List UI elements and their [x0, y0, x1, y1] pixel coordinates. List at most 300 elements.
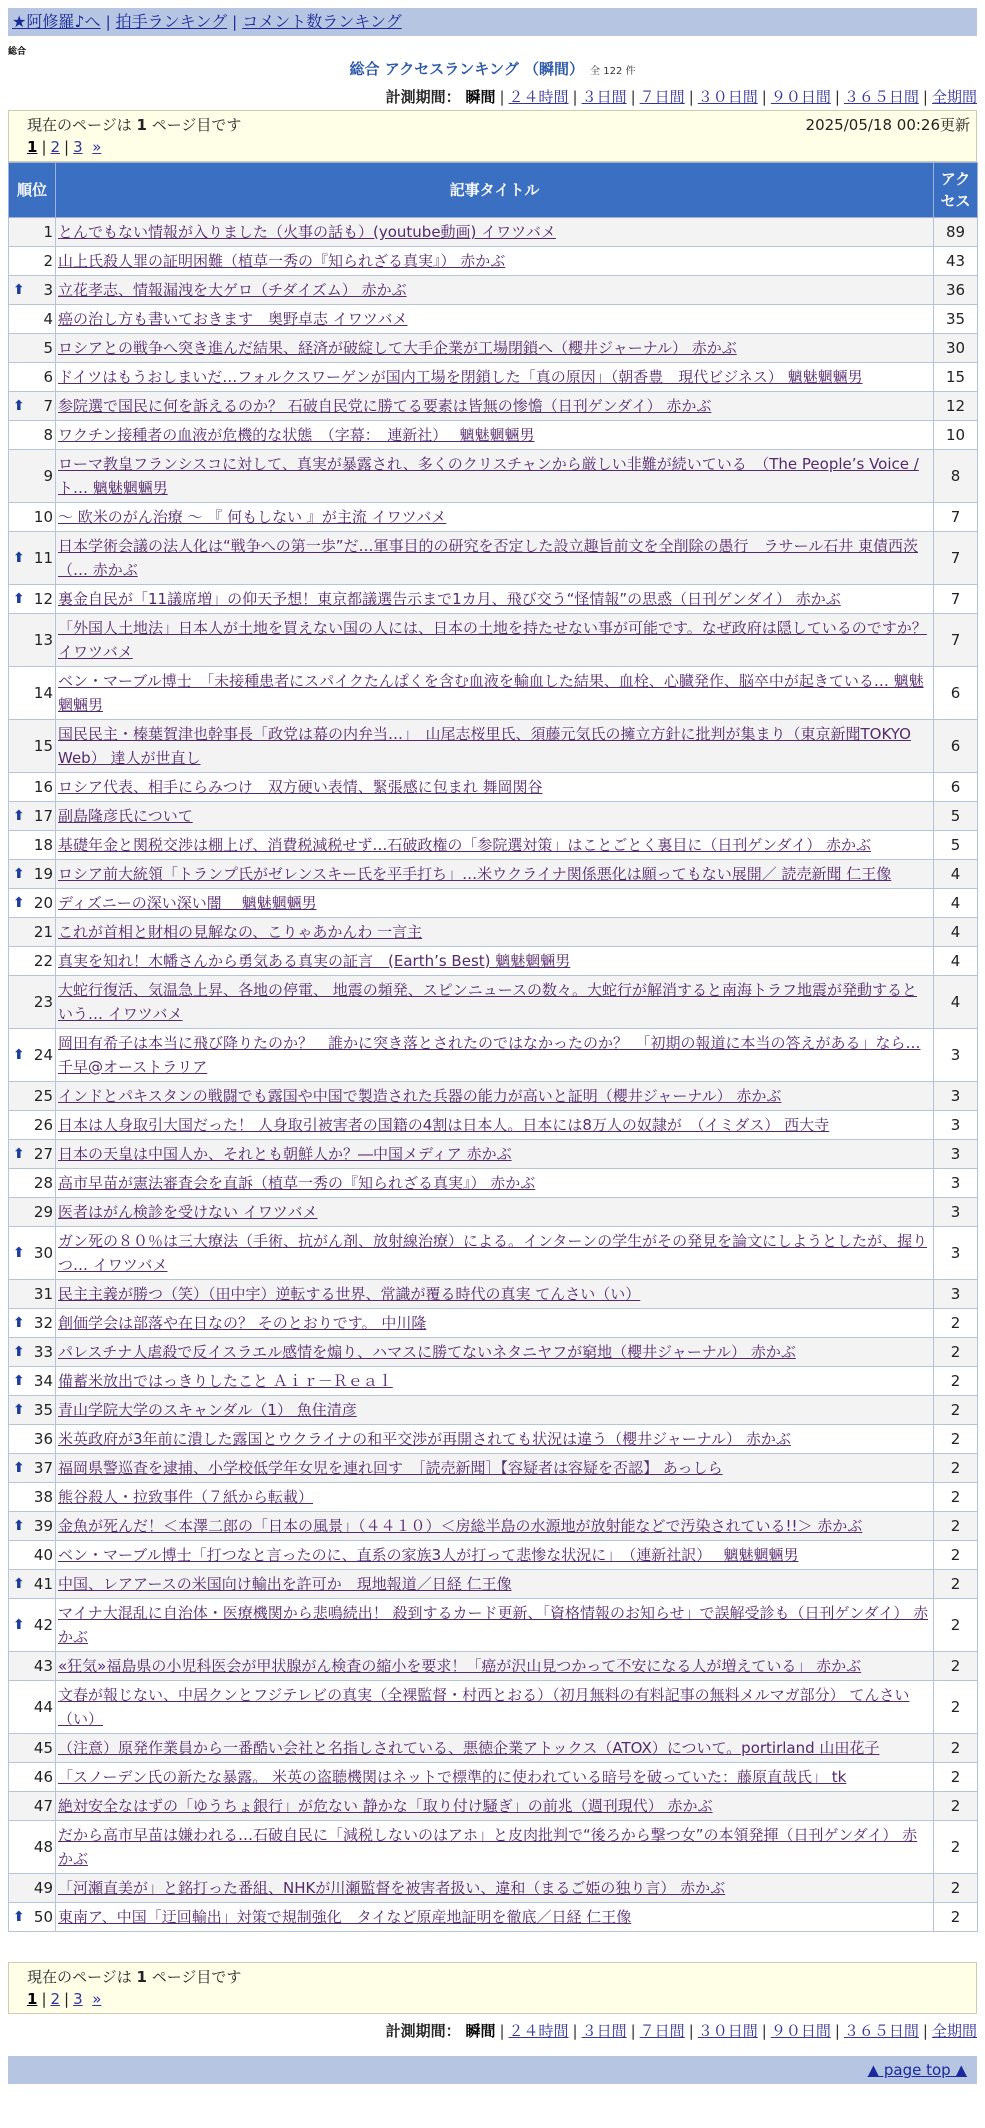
- article-link[interactable]: 絶対安全なはずの「ゆうちょ銀行」が危ない 静かな「取り付け騒ぎ」の前兆（週刊現代） 赤かぶ: [58, 1797, 713, 1815]
- article-link[interactable]: 「外国人土地法」日本人が土地を買えない国の人には、日本の土地を持たせない事が可能です。なぜ政府は隠しているのですか？ イワツバメ: [58, 619, 927, 661]
- rank-up-arrow-icon: ⬆: [13, 1909, 25, 1925]
- rank-cell: [9, 1309, 56, 1338]
- next-page-link[interactable]: »: [92, 1990, 102, 2008]
- article-link[interactable]: 熊谷殺人・拉致事件（７紙から転載）: [58, 1488, 314, 1506]
- rank-number: 26: [33, 1116, 53, 1134]
- page-current: 1: [27, 1990, 38, 2008]
- rank-number: 42: [33, 1616, 53, 1634]
- rank-cell: [9, 1280, 56, 1309]
- period-365d[interactable]: ３６５日間: [843, 2022, 919, 2040]
- article-link[interactable]: ベン・マーブル博士「打つなと言ったのに、直系の家族3人が打って悲惨な状況に」 （連新社訳） 魑魅魍魎男: [58, 1546, 799, 1564]
- period-7d[interactable]: ７日間: [639, 2022, 685, 2040]
- rank-number: 37: [33, 1459, 53, 1477]
- rank-up-arrow-icon: ⬆: [13, 1576, 25, 1592]
- table-row: [9, 503, 978, 532]
- rank-number: 25: [33, 1087, 53, 1105]
- access-count: 89: [934, 218, 978, 247]
- rank-up-arrow-icon: ⬆: [13, 550, 25, 566]
- table-row: [9, 1140, 978, 1169]
- rank-number: 15: [33, 737, 53, 755]
- period-selector: 計測期間： 瞬間 | ２４時間 | ３日間 | ７日間 | ３０日間 | ９０日間 | ３６５日間 | 全期間: [385, 88, 977, 106]
- rank-cell: [9, 1029, 56, 1082]
- access-count: 4: [934, 860, 978, 889]
- period-365d[interactable]: ３６５日間: [843, 88, 919, 106]
- title-cell: [56, 503, 934, 532]
- rank-cell: [9, 1396, 56, 1425]
- access-count: 2: [934, 1425, 978, 1454]
- page-nav-bottom: 1 | 2 | 3 »: [27, 1990, 102, 2008]
- table-row: [9, 1681, 978, 1734]
- rank-number: 19: [33, 865, 53, 883]
- table-row: [9, 1454, 978, 1483]
- rank-number: 41: [33, 1575, 53, 1593]
- rank-up-arrow-icon: ⬆: [13, 282, 25, 298]
- rank-cell: [9, 450, 56, 503]
- access-count: 4: [934, 947, 978, 976]
- rank-cell: [9, 1599, 56, 1652]
- access-count: 2: [934, 1338, 978, 1367]
- rank-cell: [9, 1570, 56, 1599]
- article-link[interactable]: ガン死の８０％は三大療法（手術、抗がん剤、放射線治療）による。インターンの学生がその発見を論文にしようとしたが、握りつ… イワツバメ: [58, 1232, 928, 1274]
- access-count: 2: [934, 1652, 978, 1681]
- access-count: 35: [934, 305, 978, 334]
- clap-ranking-link[interactable]: 拍手ランキング: [115, 12, 228, 31]
- table-row: [9, 976, 978, 1029]
- table-row: [9, 1483, 978, 1512]
- title-cell: [56, 247, 934, 276]
- table-row: [9, 773, 978, 802]
- rank-cell: [9, 1541, 56, 1570]
- access-count: 5: [934, 802, 978, 831]
- bottom-bar: [8, 2056, 977, 2084]
- rank-up-arrow-icon: ⬆: [13, 1617, 25, 1633]
- article-link[interactable]: パレスチナ人虐殺で反イスラエル感情を煽り、ハマスに勝てないネタニヤフが窮地（櫻井ジャーナル） 赤かぶ: [58, 1343, 796, 1361]
- rank-number: 30: [33, 1244, 53, 1262]
- rank-up-arrow-icon: ⬆: [13, 1146, 25, 1162]
- title-cell: [56, 1280, 934, 1309]
- page-top-link[interactable]: ▲ page top ▲: [867, 2061, 967, 2079]
- article-link[interactable]: «狂気»福島県の小児科医会が甲状腺がん検査の縮小を要求！「癌が沢山見つかって不安になる人が増えている」 赤かぶ: [58, 1657, 862, 1675]
- title-cell: [56, 1681, 934, 1734]
- title-cell: [56, 667, 934, 720]
- rank-cell: [9, 918, 56, 947]
- title-cell: [56, 1396, 934, 1425]
- rank-cell: [9, 585, 56, 614]
- article-link[interactable]: 大蛇行復活、気温急上昇、各地の停電、 地震の頻発、スピンニュースの数々。大蛇行が解消すると南海トラフ地震が発動するという… イワツバメ: [58, 981, 918, 1023]
- article-link[interactable]: 民主主義が勝つ（笑）（田中宇）逆転する世界、常識が覆る時代の真実 てんさい（い）: [58, 1285, 641, 1303]
- rank-cell: [9, 976, 56, 1029]
- title-cell: [56, 421, 934, 450]
- article-link[interactable]: ロシアとの戦争へ突き進んだ結果、経済が破綻して大手企業が工場閉鎖へ（櫻井ジャーナル） 赤かぶ: [58, 339, 737, 357]
- rank-number: 33: [33, 1343, 53, 1361]
- page-current: 1: [27, 138, 38, 156]
- article-link[interactable]: 中国、レアアースの米国向け輸出を許可か 現地報道／日経 仁王像: [58, 1575, 512, 1593]
- article-link[interactable]: 「河瀬直美が」と銘打った番組、NHKが川瀬監督を被害者扱い、違和（まるご姫の独り言） 赤かぶ: [58, 1879, 726, 1897]
- rank-cell: [9, 1338, 56, 1367]
- article-link[interactable]: 日本の天皇は中国人か、それとも朝鮮人か？―中国メディア 赤かぶ: [58, 1145, 512, 1163]
- title-cell: [56, 860, 934, 889]
- access-count: 12: [934, 392, 978, 421]
- table-row: [9, 392, 978, 421]
- rank-number: 48: [33, 1838, 53, 1856]
- article-link[interactable]: 文春が報じない、中居クンとフジテレビの真実（全裸監督・村西とおる）（初月無料の有料記事の無料メルマガ部分） てんさい（い）: [58, 1686, 910, 1728]
- article-link[interactable]: 備蓄米放出ではっきりしたこと Ａｉｒ－Ｒｅａｌ: [58, 1372, 393, 1390]
- access-count: 2: [934, 1309, 978, 1338]
- header-title: 記事タイトル: [56, 163, 934, 218]
- title-cell: [56, 918, 934, 947]
- article-link[interactable]: 米英政府が3年前に潰した露国とウクライナの和平交渉が再開されても状況は違う（櫻井ジャーナル） 赤かぶ: [58, 1430, 791, 1448]
- nav-separator: |: [105, 13, 111, 31]
- article-link[interactable]: ～ 欧米のがん治療 ～ 『 何もしない 』が主流 イワツバメ: [58, 508, 447, 526]
- rank-number: 39: [33, 1517, 53, 1535]
- title-cell: [56, 773, 934, 802]
- table-row: [9, 363, 978, 392]
- rank-number: 2: [43, 252, 53, 270]
- table-row: [9, 1198, 978, 1227]
- period-current: 瞬間: [465, 2022, 496, 2040]
- rank-number: 29: [33, 1203, 53, 1221]
- table-row: [9, 1309, 978, 1338]
- page-info-bottom: 現在のページは 1 ページ目です: [27, 1968, 242, 1986]
- rank-cell: [9, 1903, 56, 1932]
- rank-up-arrow-icon: ⬆: [13, 1373, 25, 1389]
- table-row: [9, 860, 978, 889]
- article-link[interactable]: 創価学会は部落や在日なの？ そのとおりです。 中川隆: [58, 1314, 427, 1332]
- rank-number: 40: [33, 1546, 53, 1564]
- nav-separator: |: [232, 13, 238, 31]
- table-row: [9, 1903, 978, 1932]
- period-selector-bottom: 計測期間： 瞬間 | ２４時間 | ３日間 | ７日間 | ３０日間 | ９０日間 | ３６５日間 | 全期間: [385, 2022, 977, 2040]
- item-count: 全 122 件: [590, 66, 636, 77]
- rank-cell: [9, 1734, 56, 1763]
- rank-up-arrow-icon: ⬆: [13, 866, 25, 882]
- rank-cell: [9, 1681, 56, 1734]
- access-count: 3: [934, 1227, 978, 1280]
- title-cell: [56, 1763, 934, 1792]
- period-all[interactable]: 全期間: [931, 88, 977, 106]
- period-24h[interactable]: ２４時間: [508, 2022, 569, 2040]
- access-count: 2: [934, 1792, 978, 1821]
- rank-cell: [9, 421, 56, 450]
- rank-number: 31: [33, 1285, 53, 1303]
- article-link[interactable]: 青山学院大学のスキャンダル（1） 魚住清彦: [58, 1401, 357, 1419]
- page-2-link[interactable]: 2: [50, 1990, 61, 2008]
- ranking-table: [8, 162, 978, 1932]
- page-nav: 1 | 2 | 3 »: [27, 138, 102, 156]
- period-90d[interactable]: ９０日間: [770, 2022, 831, 2040]
- title-cell: [56, 1227, 934, 1280]
- table-row: [9, 247, 978, 276]
- title-cell: [56, 1111, 934, 1140]
- rank-cell: [9, 889, 56, 918]
- comment-ranking-link[interactable]: コメント数ランキング: [242, 12, 402, 31]
- article-link[interactable]: 国民民主・榛葉賀津也幹事長「政党は幕の内弁当…」 山尾志桜里氏、須藤元気氏の擁立方針に批判が集まり（東京新聞TOKYO Web） 達人が世直し: [58, 725, 911, 767]
- period-3d[interactable]: ３日間: [581, 2022, 627, 2040]
- rank-number: 24: [33, 1046, 53, 1064]
- rank-up-arrow-icon: ⬆: [13, 895, 25, 911]
- rank-number: 21: [33, 923, 53, 941]
- access-count: 3: [934, 1140, 978, 1169]
- article-link[interactable]: 日本は人身取引大国だった！ 人身取引被害者の国籍の4割は日本人。日本には8万人の奴隷が （イミダス） 西大寺: [58, 1116, 830, 1134]
- access-count: 2: [934, 1763, 978, 1792]
- access-count: 2: [934, 1483, 978, 1512]
- title-cell: [56, 1029, 934, 1082]
- period-3d[interactable]: ３日間: [581, 88, 627, 106]
- access-count: 6: [934, 667, 978, 720]
- access-count: 7: [934, 585, 978, 614]
- title-cell: [56, 1483, 934, 1512]
- article-link[interactable]: 東南ア、中国「迂回輸出」対策で規制強化 タイなど原産地証明を徹底／日経 仁王像: [58, 1908, 632, 1926]
- period-label: 計測期間：: [385, 2022, 461, 2040]
- title-cell: [56, 1169, 934, 1198]
- title-cell: [56, 1309, 934, 1338]
- access-count: 2: [934, 1874, 978, 1903]
- access-count: 2: [934, 1570, 978, 1599]
- table-row: [9, 947, 978, 976]
- access-count: 10: [934, 421, 978, 450]
- title-cell: [56, 1903, 934, 1932]
- rank-number: 17: [33, 807, 53, 825]
- table-row: [9, 802, 978, 831]
- header-access: アクセス: [934, 163, 978, 218]
- rank-cell: [9, 1483, 56, 1512]
- period-24h[interactable]: ２４時間: [508, 88, 569, 106]
- period-label: 計測期間：: [385, 88, 461, 106]
- rank-number: 44: [33, 1698, 53, 1716]
- table-row: [9, 276, 978, 305]
- article-link[interactable]: ワクチン接種者の血液が危機的な状態 （字幕： 連新社） 魑魅魍魎男: [58, 426, 535, 444]
- rank-number: 28: [33, 1174, 53, 1192]
- access-count: 2: [934, 1734, 978, 1763]
- access-count: 4: [934, 976, 978, 1029]
- article-link[interactable]: 医者はがん検診を受けない イワツバメ: [58, 1203, 318, 1221]
- article-link[interactable]: これが首相と財相の見解なの、こりゃあかんわ 一言主: [58, 923, 423, 941]
- period-7d[interactable]: ７日間: [639, 88, 685, 106]
- article-link[interactable]: ディズニーの深い深い闇 魑魅魍魎男: [58, 894, 317, 912]
- access-count: 2: [934, 1396, 978, 1425]
- article-link[interactable]: ドイツはもうおしまいだ…フォルクスワーゲンが国内工場を閉鎖した「真の原因」（朝香豊 現代ビジネス） 魑魅魍魎男: [58, 368, 863, 386]
- rank-number: 14: [33, 684, 53, 702]
- rank-up-arrow-icon: ⬆: [13, 1315, 25, 1331]
- title-cell: [56, 1874, 934, 1903]
- access-count: 2: [934, 1454, 978, 1483]
- rank-number: 20: [33, 894, 53, 912]
- header-rank: 順位: [9, 163, 56, 218]
- rank-cell: [9, 1821, 56, 1874]
- access-count: 3: [934, 1082, 978, 1111]
- page-info: 現在のページは 1 ページ目です: [27, 116, 242, 134]
- table-row: [9, 1367, 978, 1396]
- table-row: [9, 614, 978, 667]
- access-count: 5: [934, 831, 978, 860]
- next-page-link[interactable]: »: [92, 138, 102, 156]
- table-row: [9, 1652, 978, 1681]
- rank-cell: [9, 1792, 56, 1821]
- access-count: 15: [934, 363, 978, 392]
- rank-number: 7: [43, 397, 53, 415]
- article-link[interactable]: ベン・マーブル博士 「未接種患者にスパイクたんぱくを含む血液を輸血した結果、血栓、心臓発作、脳卒中が起きている… 魑魅魍魎男: [58, 672, 924, 714]
- rank-cell: [9, 720, 56, 773]
- access-count: 2: [934, 1367, 978, 1396]
- article-link[interactable]: 立花孝志、情報漏洩を大ゲロ（チダイズム） 赤かぶ: [58, 281, 407, 299]
- title-cell: [56, 1367, 934, 1396]
- access-count: 3: [934, 1198, 978, 1227]
- rank-number: 4: [43, 310, 53, 328]
- table-row: [9, 1599, 978, 1652]
- article-link[interactable]: 「スノーデン氏の新たな暴露。 米英の盗聴機関はネットで標準的に使われている暗号を破っていた：藤原直哉氏」 tk: [58, 1768, 847, 1786]
- access-count: 2: [934, 1681, 978, 1734]
- article-link[interactable]: 日本学術会議の法人化は“戦争への第一歩”だ…軍事目的の研究を否定した設立趣旨前文を全削除の愚行 ラサール石井 東債西茨（… 赤かぶ: [58, 537, 919, 579]
- access-count: 7: [934, 614, 978, 667]
- rank-number: 1: [43, 223, 53, 241]
- rank-number: 34: [33, 1372, 53, 1390]
- rank-number: 5: [43, 339, 53, 357]
- table-row: [9, 1792, 978, 1821]
- rank-number: 22: [33, 952, 53, 970]
- title-cell: [56, 1198, 934, 1227]
- table-row: [9, 334, 978, 363]
- rank-cell: [9, 860, 56, 889]
- table-row: [9, 1169, 978, 1198]
- title-cell: [56, 363, 934, 392]
- table-row: [9, 1734, 978, 1763]
- rank-up-arrow-icon: ⬆: [13, 1344, 25, 1360]
- table-row: [9, 720, 978, 773]
- title-cell: [56, 1338, 934, 1367]
- article-link[interactable]: だから高市早苗は嫌われる…石破自民に「減税しないのはアホ」と皮肉批判で“後ろから撃つ女”の本領発揮（日刊ゲンダイ） 赤かぶ: [58, 1826, 918, 1868]
- rank-number: 50: [33, 1908, 53, 1926]
- article-link[interactable]: （注意）原発作業員から一番酷い会社と名指しされている、悪徳企業アトックス（ATOX）について。portirland 山田花子: [58, 1739, 880, 1757]
- rank-cell: [9, 831, 56, 860]
- title-cell: [56, 1821, 934, 1874]
- updated-time: 2025/05/18 00:26更新: [805, 116, 970, 134]
- rank-number: 23: [33, 993, 53, 1011]
- article-link[interactable]: とんでもない情報が入りました（火事の話も）(youtube動画) イワツバメ: [58, 223, 556, 241]
- rank-up-arrow-icon: ⬆: [13, 1460, 25, 1476]
- page-3-link[interactable]: 3: [73, 138, 83, 156]
- article-link[interactable]: 参院選で国民に何を訴えるのか？ 石破自民党に勝てる要素は皆無の惨憺（日刊ゲンダイ） 赤かぶ: [58, 397, 712, 415]
- rank-cell: [9, 503, 56, 532]
- title-cell: [56, 218, 934, 247]
- rank-up-arrow-icon: ⬆: [13, 1245, 25, 1261]
- table-row: [9, 1425, 978, 1454]
- access-count: 2: [934, 1903, 978, 1932]
- page-2-link[interactable]: 2: [50, 138, 61, 156]
- title-cell: [56, 1512, 934, 1541]
- rank-number: 38: [33, 1488, 53, 1506]
- home-link[interactable]: ★阿修羅♪へ: [12, 12, 101, 31]
- rank-cell: [9, 363, 56, 392]
- period-90d[interactable]: ９０日間: [770, 88, 831, 106]
- period-all[interactable]: 全期間: [931, 2022, 977, 2040]
- rank-cell: [9, 1454, 56, 1483]
- access-count: 3: [934, 1169, 978, 1198]
- article-link[interactable]: ロシア前大統領「トランプ氏がゼレンスキー氏を平手打ち」…米ウクライナ関係悪化は願ってもない展開／ 読売新聞 仁王像: [58, 865, 892, 883]
- rank-number: 16: [33, 778, 53, 796]
- access-count: 7: [934, 532, 978, 585]
- rank-cell: [9, 1874, 56, 1903]
- rank-number: 27: [33, 1145, 53, 1163]
- rank-number: 9: [43, 467, 53, 485]
- category-tag: 総合: [8, 47, 27, 57]
- article-link[interactable]: 福岡県警巡査を逮捕、小学校低学年女児を連れ回す ［読売新聞］【容疑者は容疑を否認】 あっしら: [58, 1459, 723, 1477]
- rank-number: 6: [43, 368, 53, 386]
- table-row: [9, 421, 978, 450]
- rank-number: 45: [33, 1739, 53, 1757]
- rank-number: 46: [33, 1768, 53, 1786]
- article-link[interactable]: 山上氏殺人罪の証明困難（植草一秀の『知られざる真実』） 赤かぶ: [58, 252, 506, 270]
- period-30d[interactable]: ３０日間: [697, 88, 758, 106]
- table-row: [9, 831, 978, 860]
- rank-up-arrow-icon: ⬆: [13, 398, 25, 414]
- rank-cell: [9, 947, 56, 976]
- table-row: [9, 667, 978, 720]
- rank-number: 13: [33, 631, 53, 649]
- title-cell: [56, 1570, 934, 1599]
- title-cell: [56, 1140, 934, 1169]
- table-row: [9, 532, 978, 585]
- article-link[interactable]: インドとパキスタンの戦闘でも露国や中国で製造された兵器の能力が高いと証明（櫻井ジャーナル） 赤かぶ: [58, 1087, 782, 1105]
- table-row: [9, 585, 978, 614]
- table-row: [9, 889, 978, 918]
- rank-cell: [9, 1169, 56, 1198]
- title-cell: [56, 276, 934, 305]
- rank-cell: [9, 802, 56, 831]
- title-cell: [56, 947, 934, 976]
- article-link[interactable]: 基礎年金と関税交渉は棚上げ、消費税減税せず…石破政権の「参院選対策」はことごとく裏目に（日刊ゲンダイ） 赤かぶ: [58, 836, 871, 854]
- title-cell: [56, 1454, 934, 1483]
- article-link[interactable]: 副島隆彦氏について: [58, 807, 193, 825]
- period-30d[interactable]: ３０日間: [697, 2022, 758, 2040]
- article-link[interactable]: 真実を知れ！木幡さんから勇気ある真実の証言 (Earth’s Best) 魑魅魍魎男: [58, 952, 571, 970]
- rank-number: 35: [33, 1401, 53, 1419]
- title-cell: [56, 976, 934, 1029]
- access-count: 6: [934, 773, 978, 802]
- rank-cell: [9, 1082, 56, 1111]
- table-row: [9, 918, 978, 947]
- article-link[interactable]: 金魚が死んだ！＜本澤二郎の「日本の風景」（４４１０）＜房総半島の水源地が放射能などで汚染されている!!＞ 赤かぶ: [58, 1517, 863, 1535]
- table-row: [9, 1541, 978, 1570]
- article-link[interactable]: マイナ大混乱に自治体・医療機関から悲鳴続出！ 殺到するカード更新、「資格情報のお知らせ」で誤解受診も（日刊ゲンダイ） 赤かぶ: [58, 1604, 929, 1646]
- title-cell: [56, 305, 934, 334]
- table-row: [9, 1874, 978, 1903]
- rank-number: 3: [43, 281, 53, 299]
- article-link[interactable]: 岡田有希子は本当に飛び降りたのか？ 誰かに突き落とされたのではなかったのか？ 「初期の報道に本当の答えがある」なら… 千早@オーストラリア: [58, 1034, 921, 1076]
- table-row: [9, 1396, 978, 1425]
- title-cell: [56, 585, 934, 614]
- table-row: [9, 1821, 978, 1874]
- article-link[interactable]: ローマ教皇フランシスコに対して、真実が暴露され、多くのクリスチャンから厳しい非難が続いている （The People’s Voice / ト… 魑魅魍魎男: [58, 455, 919, 497]
- title-cell: [56, 392, 934, 421]
- table-row: [9, 1763, 978, 1792]
- access-count: 4: [934, 918, 978, 947]
- title-cell: [56, 802, 934, 831]
- title-cell: [56, 334, 934, 363]
- article-link[interactable]: 高市早苗が憲法審査会を直訴（植草一秀の『知られざる真実』） 赤かぶ: [58, 1174, 536, 1192]
- rank-number: 8: [43, 426, 53, 444]
- article-link[interactable]: 裏金自民が「11議席増」の仰天予想！東京都議選告示まで1カ月、飛び交う“怪情報”の思惑（日刊ゲンダイ） 赤かぶ: [58, 590, 841, 608]
- page-title: 総合 アクセスランキング （瞬間）: [349, 60, 585, 78]
- table-row: [9, 1082, 978, 1111]
- rank-cell: [9, 334, 56, 363]
- access-count: 2: [934, 1541, 978, 1570]
- article-link[interactable]: ロシア代表、相手にらみつけ 双方硬い表情、緊張感に包まれ 舞岡関谷: [58, 778, 543, 796]
- article-link[interactable]: 癌の治し方も書いておきます 奥野卓志 イワツバメ: [58, 310, 408, 328]
- page-3-link[interactable]: 3: [73, 1990, 83, 2008]
- top-nav-bar: [8, 8, 977, 36]
- table-row: [9, 1570, 978, 1599]
- rank-cell: [9, 305, 56, 334]
